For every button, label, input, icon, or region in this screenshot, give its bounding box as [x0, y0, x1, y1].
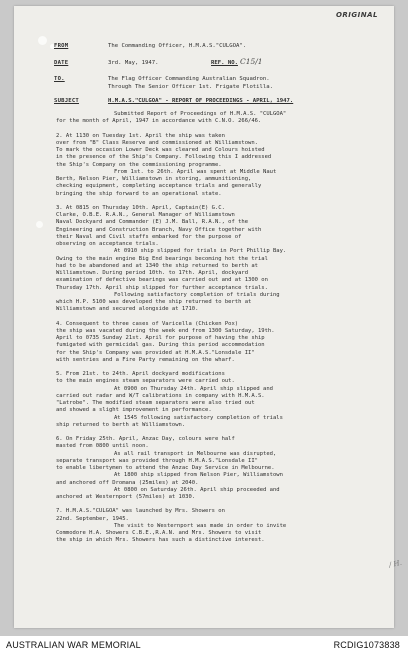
body-line: for the month of April, 1947 in accordance with C.N.O. 266/46.	[56, 118, 262, 125]
body-line: As all rail transport in Melbourne was disrupted,	[114, 450, 277, 457]
archive-footer	[0, 636, 408, 654]
body-line: April to 0735 Sunday 21st. April for purpose of having the ship	[56, 335, 265, 341]
body-line: 7. H.M.A.S."CULGOA" was launched by Mrs. Showers on	[56, 508, 225, 515]
body-line: 22nd. September, 1945.	[56, 515, 129, 522]
body-line: At 0900 on Thursday 24th. April ship slipped and	[114, 385, 273, 392]
body-line: the ship was vacated during the week end from 1300 Saturday, 19th.	[56, 327, 275, 334]
body-line: separate transport was provided through H.M.A.S."Lonsdale II"	[56, 457, 258, 464]
body-line: 5. From 21st. to 24th. April dockyard modifications	[56, 371, 225, 377]
date-value: 3rd. May, 1947.	[108, 60, 159, 66]
body-line: 6. On Friday 25th. April, Anzac Day, colours were half	[56, 436, 235, 442]
paragraph-gap	[56, 364, 370, 371]
ref-label: REF. NO.	[211, 60, 238, 66]
body-line: over from "B" Class Reserve and commissioned at Williamstown.	[56, 139, 258, 146]
body-line: 2. At 1130 on Tuesday 1st. April the ship was taken	[56, 132, 225, 139]
to-line-1: The Flag Officer Commanding Australian Squadron.	[108, 76, 270, 82]
to-line-2: Through The Senior Officer 1st. Frigate Flotilla.	[108, 84, 274, 90]
body-line: Submitted Report of Proceedings of H.M.A.S. "CULGOA"	[114, 111, 287, 117]
body-line: Berth, Nelson Pier, Williamstown in storing, ammunitioning,	[56, 176, 252, 182]
paragraph-gap	[56, 429, 370, 436]
body-line: ship returned to berth at Williamstown.	[56, 421, 186, 428]
body-line: in the presence of the Ship's Company. Following this I addressed	[56, 154, 272, 161]
body-line: Owing to the main engine Big End bearings becoming hot the trial	[56, 255, 268, 262]
body-line: masted from 0800 until noon.	[56, 443, 149, 450]
body-line: had to be abandoned and at 1340 the ship returned to berth at	[56, 262, 258, 269]
body-line: observing on acceptance trials.	[56, 241, 159, 247]
body-line: and anchored off Dromana (25miles) at 2040.	[56, 479, 199, 486]
body-line: Clarke, O.B.E. R.A.N., General Manager of Williamstown	[56, 212, 235, 218]
archive-reference: RCDIG1073838	[333, 640, 400, 650]
paragraph-gap	[56, 501, 370, 508]
body-line: Naval Dockyard and Commander (E) J.M. Ball, R.A.N., of the	[56, 219, 249, 226]
body-line: 4. Consequent to three cases of Varicella (Chicken Pox)	[56, 320, 239, 327]
body-line: examination of defective bearings was carried out and at 1300 on	[56, 277, 268, 284]
body-line: At 0910 ship slipped for trials in Port Phillip Bay.	[114, 248, 287, 255]
body-line: 3. At 0815 on Thursday 10th. April, Captain(E) G.C.	[56, 204, 225, 211]
body-line: for the Ship's Company was provided at H.M.A.S."Lonsdale II"	[56, 349, 255, 356]
punch-hole-top	[38, 36, 47, 45]
body-line: Following satisfactory completion of trials during	[114, 291, 280, 298]
paragraph-gap	[56, 198, 370, 205]
original-stamp: ORIGINAL	[335, 11, 378, 19]
body-line: Engineering and Construction Branch, Navy Office together with	[56, 226, 262, 233]
punch-hole-mid	[36, 221, 43, 228]
body-line: bringing the ship forward to an operational state.	[56, 190, 222, 197]
paragraph-gap	[56, 126, 370, 133]
body-line: which H.P. 5100 was developed the ship returned to berth at	[56, 299, 252, 305]
from-label: FROM	[54, 43, 69, 49]
to-label: TO.	[54, 76, 65, 82]
body-line: with sentries and a Fire Party remaining on the wharf.	[56, 356, 235, 363]
body-line: Commodore H.A. Showers C.B.E.,R.A.N. and Mrs. Showers to visit	[56, 530, 262, 536]
body-line: anchored at Westernport (57miles) at 1030.	[56, 494, 196, 500]
paragraph-gap	[56, 314, 370, 321]
margin-handwriting: / H.	[388, 558, 403, 570]
body-line: to the main engines steam separators were carried out.	[56, 378, 235, 385]
body-line: At 0800 on Saturday 26th. April ship proceeded and	[114, 486, 280, 493]
body-line: the ship in which Mrs. Showers has such a distinctive interest.	[56, 537, 265, 544]
body-line: "Latrobe". The modified steam separators were also tried out	[56, 400, 255, 406]
body-line: to enable libertymen to attend the Anzac Day Service in Melbourne.	[56, 465, 275, 471]
archive-name: AUSTRALIAN WAR MEMORIAL	[6, 640, 141, 650]
from-value: The Commanding Officer, H.M.A.S."CULGOA".	[108, 43, 247, 49]
body-line: carried out radar and W/T calibrations in company with H.M.A.S.	[56, 392, 265, 399]
body-line: checking equipment, completing acceptance trials and generally	[56, 183, 262, 190]
report-body	[56, 111, 370, 545]
body-line: At 1545 following satisfactory completion of trials	[114, 414, 283, 421]
body-line: Williamstown and secured alongside at 1710.	[56, 306, 199, 313]
body-line: To mark the occasion Lower Deck was cleared and Colours hoisted	[56, 147, 265, 153]
body-line: their Naval and Civil staffs embarked for the purpose of	[56, 233, 242, 240]
body-line: Williamstown. During period 10th. to 17th. April, dockyard	[56, 270, 249, 276]
body-line: At 1800 ship slipped from Nelson Pier, Williamstown	[114, 472, 283, 479]
subject-value: H.M.A.S."CULGOA" - REPORT OF PROCEEDINGS - APRIL, 1947.	[108, 98, 294, 104]
body-line: fumigated with germicidal gas. During this period accommodation	[56, 342, 265, 349]
body-line: Thursday 17th. April ship slipped for further acceptance trials.	[56, 284, 268, 291]
subject-label: SUBJECT	[54, 98, 79, 104]
ref-value: C15/1	[240, 57, 263, 66]
date-label: DATE	[54, 60, 69, 66]
body-line: and showed a slight improvement in performance.	[56, 407, 212, 414]
body-line: The visit to Westernport was made in order to invite	[114, 522, 287, 529]
body-line: From 1st. to 26th. April was spent at Middle Naut	[114, 168, 277, 175]
body-line: the Ship's Company on the commissioning programme.	[56, 161, 222, 168]
